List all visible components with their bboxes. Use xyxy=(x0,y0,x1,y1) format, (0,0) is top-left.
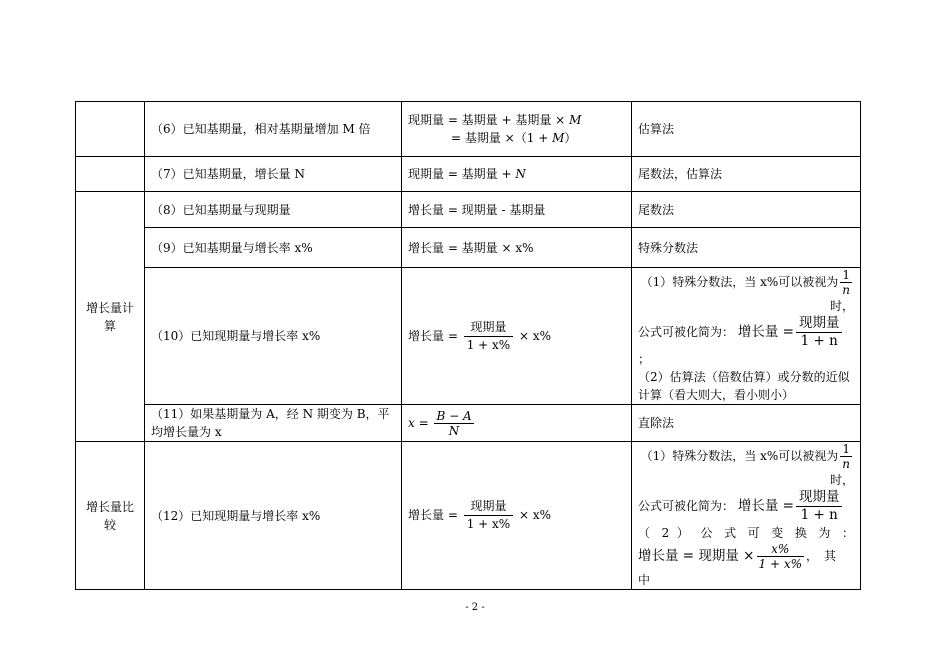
condition-cell: （8）已知基期量与现期量 xyxy=(145,192,402,228)
category-cell: 增长量计算 xyxy=(76,192,145,442)
condition-cell: （9）已知基期量与增长率 x% xyxy=(145,228,402,268)
fraction-denominator: 1 + x% xyxy=(758,557,802,571)
formula-cell xyxy=(402,405,632,442)
method-cell: 尾数法，估算法 xyxy=(632,157,861,192)
method-text: ， 其 中 xyxy=(638,549,849,587)
table-row xyxy=(76,192,861,228)
fraction-numerator: 1 xyxy=(840,442,852,457)
method-text: 公式可被化简为： xyxy=(638,499,735,513)
fraction xyxy=(464,498,514,533)
fraction-numerator: B − A xyxy=(436,408,472,423)
fraction xyxy=(464,319,514,354)
category-cell-empty xyxy=(76,157,145,192)
method-text: （1）特殊分数法，当 x%可以被视为 xyxy=(640,275,839,289)
fraction-denominator: 1 + x% xyxy=(466,337,511,352)
fraction-denominator: 1 + n xyxy=(800,333,838,349)
formula-cell: 增长量 = 现期量 - 基期量 xyxy=(402,192,632,228)
growth-formula-table xyxy=(75,101,861,590)
method-text: 公式可被化简为： xyxy=(638,325,735,339)
formula-text: 增长量 = xyxy=(408,508,458,522)
formula-text: = 基期量 ×（1 + xyxy=(451,131,549,145)
condition-cell: （10）已知现期量与增长率 x% xyxy=(145,268,402,405)
fraction xyxy=(434,409,473,438)
formula-text: ） xyxy=(564,131,577,145)
table-row xyxy=(76,228,861,268)
method-text: （ 2 ） 公 式 可 变 换 为 ： xyxy=(638,526,854,540)
method-text: ； xyxy=(638,352,651,366)
method-cell: 估算法 xyxy=(632,102,861,157)
fraction-numerator: 现期量 xyxy=(796,315,843,333)
method-cell xyxy=(632,268,861,405)
fraction-numerator: 现期量 xyxy=(464,319,514,337)
condition-cell: （6）已知基期量，相对基期量增加 M 倍 xyxy=(145,102,402,157)
formula-text: × x% xyxy=(519,328,552,343)
formula-cell: 增长量 = 基期量 × x% xyxy=(402,228,632,268)
fraction-denominator: 1 + x% xyxy=(466,517,511,531)
method-text: （2）估算法（倍数估算）或分数的近似计算（看大则大，看小则小） xyxy=(638,370,850,402)
formula-text: 增长量 = xyxy=(737,324,794,340)
formula-cell xyxy=(402,442,632,590)
fraction-numerator: x% xyxy=(757,542,805,557)
fraction-denominator: n xyxy=(842,457,850,471)
fraction xyxy=(757,542,805,571)
fraction-numerator: 现期量 xyxy=(464,498,514,516)
category-cell-empty xyxy=(76,102,145,157)
formula-variable: M xyxy=(552,131,565,145)
fraction xyxy=(840,268,852,297)
method-text: （1）特殊分数法，当 x%可以被视为 xyxy=(640,449,839,463)
fraction-numerator: 现期量 xyxy=(796,489,843,507)
formula-variable: N xyxy=(515,167,526,181)
formula-text: 增长量 = xyxy=(408,328,458,343)
formula-cell xyxy=(402,268,632,405)
fraction-denominator: N xyxy=(448,423,460,438)
formula-text: 现期量 = 基期量 + 基期量 × xyxy=(408,113,566,127)
table-row xyxy=(76,102,861,157)
formula-cell xyxy=(402,102,632,157)
fraction-denominator: 1 + n xyxy=(800,507,838,523)
formula-text: 增长量 = xyxy=(737,498,794,514)
fraction-numerator: 1 xyxy=(840,268,852,283)
method-cell xyxy=(632,442,861,590)
formula-cell xyxy=(402,157,632,192)
table-row xyxy=(76,405,861,442)
page-number: - 2 - xyxy=(465,602,485,613)
formula-variable: M xyxy=(569,113,582,127)
method-cell: 尾数法 xyxy=(632,192,861,228)
method-text: 时， xyxy=(829,473,854,487)
fraction xyxy=(840,442,852,471)
formula-text: 增长量 = 现期量 × xyxy=(638,548,755,564)
fraction-denominator: n xyxy=(842,283,850,297)
formula-text: 现期量 = 基期量 + xyxy=(408,167,512,181)
condition-cell: （7）已知基期量，增长量 N xyxy=(145,157,402,192)
fraction xyxy=(796,489,843,524)
fraction xyxy=(796,315,843,350)
condition-cell: （11）如果基期量为 A，经 N 期变为 B，平均增长量为 x xyxy=(145,405,402,442)
method-cell: 直除法 xyxy=(632,405,861,442)
method-text: 时， xyxy=(829,299,854,313)
table-row xyxy=(76,442,861,590)
formula-text: x = xyxy=(408,415,429,430)
table-row xyxy=(76,268,861,405)
method-cell: 特殊分数法 xyxy=(632,228,861,268)
condition-cell: （12）已知现期量与增长率 x% xyxy=(145,442,402,590)
category-cell: 增长量比较 xyxy=(76,442,145,590)
table-row xyxy=(76,157,861,192)
formula-text: × x% xyxy=(519,508,552,522)
